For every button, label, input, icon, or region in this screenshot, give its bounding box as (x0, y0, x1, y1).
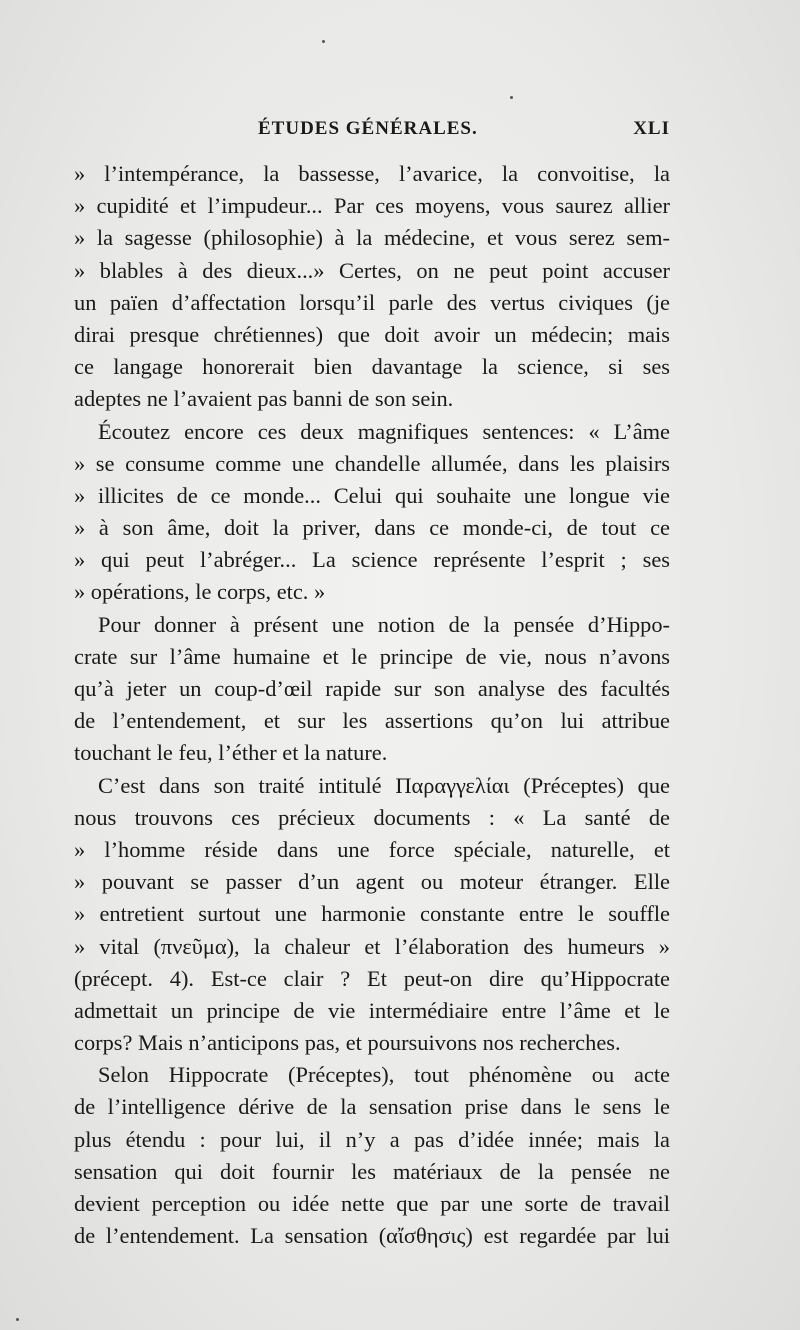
text-line: de l’entendement. La sensation (αἴσθησις) est regardée par lui (74, 1223, 670, 1249)
text-line: » à son âme, doit la priver, dans ce monde-ci, de tout ce (74, 515, 670, 541)
text-line: » illicites de ce monde... Celui qui souhaite une longue vie (74, 482, 670, 508)
print-speck (322, 40, 325, 43)
text-line: » vital (πνεῦμα), la chaleur et l’élaboration des humeurs » (74, 933, 670, 959)
text-line: » entretient surtout une harmonie constante entre le souffle (74, 901, 670, 927)
text-line: dirai presque chrétiennes) que doit avoir un médecin; mais (74, 321, 670, 347)
text-line: de l’entendement, et sur les assertions qu’on lui attribue (74, 708, 670, 734)
text-line: qu’à jeter un coup-d’œil rapide sur son analyse des facultés (74, 676, 670, 701)
text-line: » pouvant se passer d’un agent ou moteur étranger. Elle (74, 869, 670, 895)
text-line: crate sur l’âme humaine et le principe de vie, nous n’avons (74, 643, 670, 669)
text-line: » blables à des dieux...» Certes, on ne peut point accuser (74, 257, 670, 283)
text-line: Pour donner à présent une notion de la pensée d’Hippo- (98, 611, 670, 637)
text-line: admettait un principe de vie intermédiaire entre l’âme et le (74, 997, 670, 1023)
text-line: plus étendu : pour lui, il n’y a pas d’idée innée; mais la (74, 1126, 670, 1152)
text-line: ce langage honorerait bien davantage la science, si ses (74, 354, 670, 380)
text-line: (précept. 4). Est-ce clair ? Et peut-on dire qu’Hippocrate (74, 965, 670, 991)
text-line: nous trouvons ces précieux documents : « La santé de (74, 804, 670, 830)
print-speck (16, 1318, 19, 1321)
text-line: » la sagesse (philosophie) à la médecine, et vous serez sem- (74, 225, 670, 251)
text-line: » opérations, le corps, etc. » (74, 579, 326, 605)
text-line: devient perception ou idée nette que par une sorte de travail (74, 1191, 670, 1216)
text-line: » l’homme réside dans une force spéciale, naturelle, et (74, 836, 670, 862)
text-line: » l’intempérance, la bassesse, l’avarice, la convoitise, la (74, 161, 670, 186)
page-number: XLI (633, 118, 670, 139)
page-header (74, 118, 670, 146)
text-line: corps? Mais n’anticipons pas, et poursuivons nos recherches. (74, 1030, 621, 1056)
text-line: de l’intelligence dérive de la sensation prise dans le sens le (74, 1094, 670, 1120)
text-line: touchant le feu, l’éther et la nature. (74, 740, 388, 766)
text-line: » cupidité et l’impudeur... Par ces moyens, vous saurez allier (74, 193, 670, 219)
text-line: Selon Hippocrate (Préceptes), tout phénomène ou acte (98, 1062, 670, 1088)
text-line: sensation qui doit fournir les matériaux de la pensée ne (74, 1158, 670, 1184)
print-speck (510, 96, 513, 99)
text-line: un païen d’affectation lorsqu’il parle des vertus civiques (je (74, 289, 670, 315)
running-title: ÉTUDES GÉNÉRALES. (258, 118, 478, 139)
text-line: » qui peut l’abréger... La science représente l’esprit ; ses (74, 547, 670, 573)
text-line: » se consume comme une chandelle allumée, dans les plaisirs (74, 450, 670, 476)
body-text (74, 158, 670, 1252)
text-line: Écoutez encore ces deux magnifiques sentences: « L’âme (98, 418, 670, 444)
text-line: C’est dans son traité intitulé Παραγγελίαι (Préceptes) que (98, 772, 670, 798)
text-line: adeptes ne l’avaient pas banni de son sein. (74, 386, 454, 412)
